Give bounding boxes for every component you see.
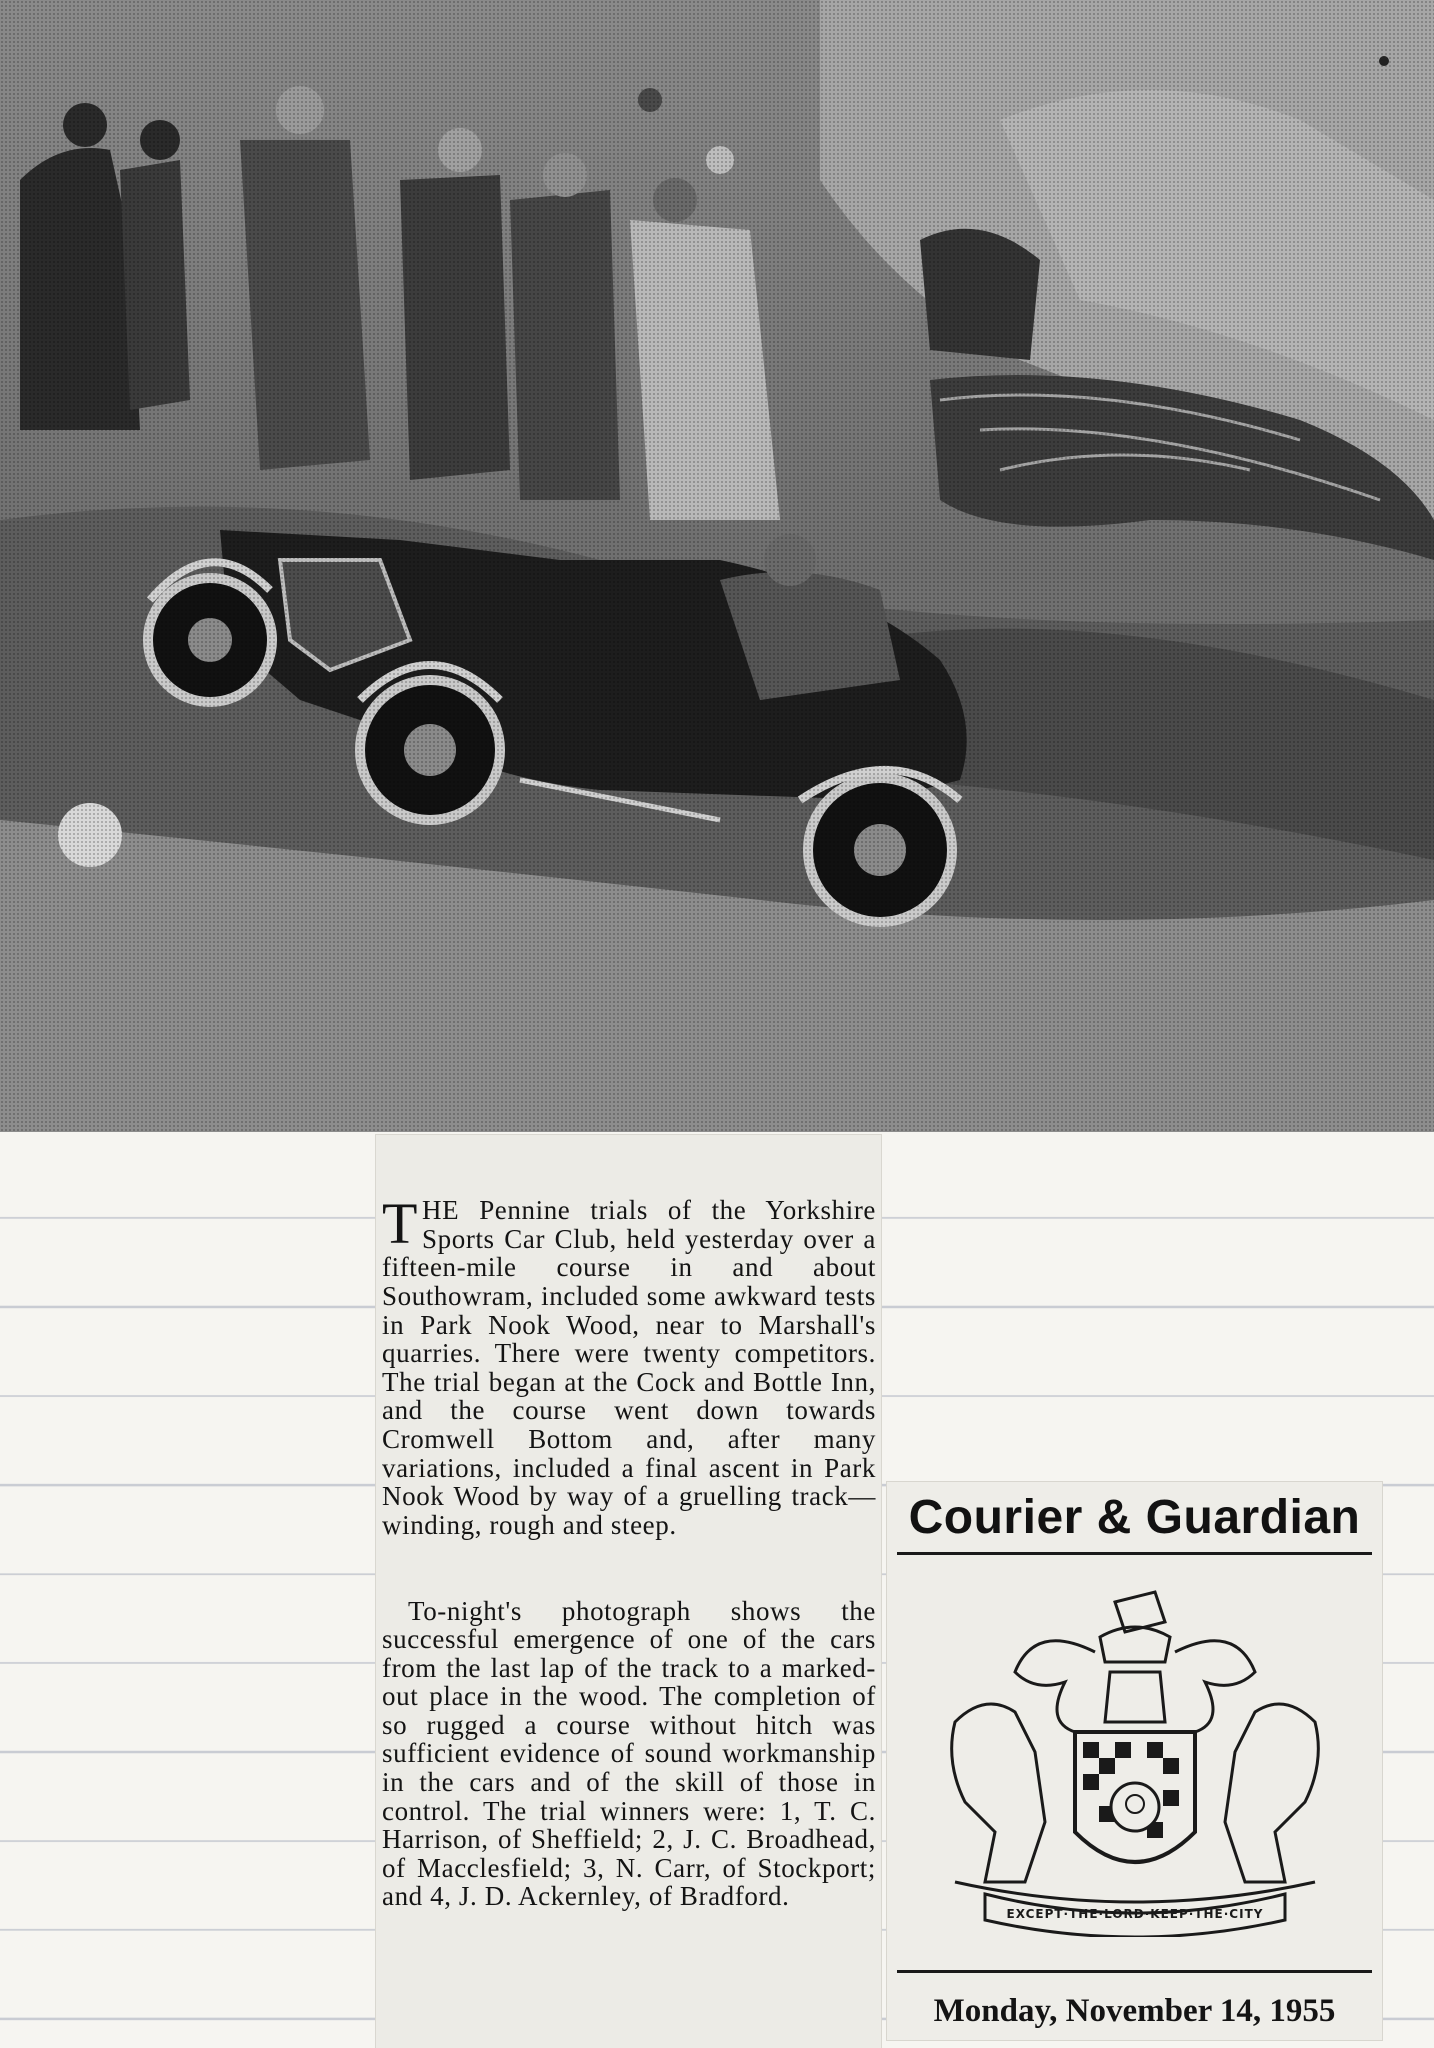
drop-cap: T bbox=[382, 1191, 419, 1257]
issue-date: Monday, November 14, 1955 bbox=[933, 1993, 1336, 2029]
crest-motto: EXCEPT·THE·LORD·KEEP·THE·CITY bbox=[1006, 1907, 1264, 1921]
article-paragraph-2: To-night's photograph shows the successful emergence of one of the cars from the last lap of the track to a marked-out place in the wood. The completion of so rugged a course without hitch was sufficient evidence of sound workmanship in the cars and of the skill of those in control. The trial winners were: 1, T. C. Harrison, of Sheffield; 2, J. C. Broadhead, of Macclesfield; 3, N. Carr, of Stockport; and 4, J. D. Ackernley, of Bradford. bbox=[382, 1595, 884, 1912]
newspaper-title: Courier & Guardian bbox=[908, 1491, 1361, 1544]
title-rule bbox=[897, 1552, 1372, 1555]
article-body bbox=[382, 1139, 884, 1968]
masthead-clipping bbox=[887, 1482, 1382, 2040]
paragraph-1-text: HE Pennine trials of the Yorkshire Sports Car Club, held yesterday over a fifteen-mile course in and about Southowram, included some awkward tests in Park Nook Wood, near to Marshall's quarries. There were twenty competitors. The trial began at the Cock and Bottle Inn, and the course went down towards Cromwell Bottom and, after many variations, included a final ascent in Park Nook Wood by way of a gruelling track—winding, rough and steep. bbox=[382, 1195, 884, 1540]
punch-hole bbox=[1379, 56, 1389, 66]
date-rule bbox=[897, 1970, 1372, 1973]
article-paragraph-1 bbox=[382, 1191, 884, 1540]
article-clipping bbox=[376, 1135, 884, 2048]
coat-of-arms-icon bbox=[925, 1582, 1345, 1937]
